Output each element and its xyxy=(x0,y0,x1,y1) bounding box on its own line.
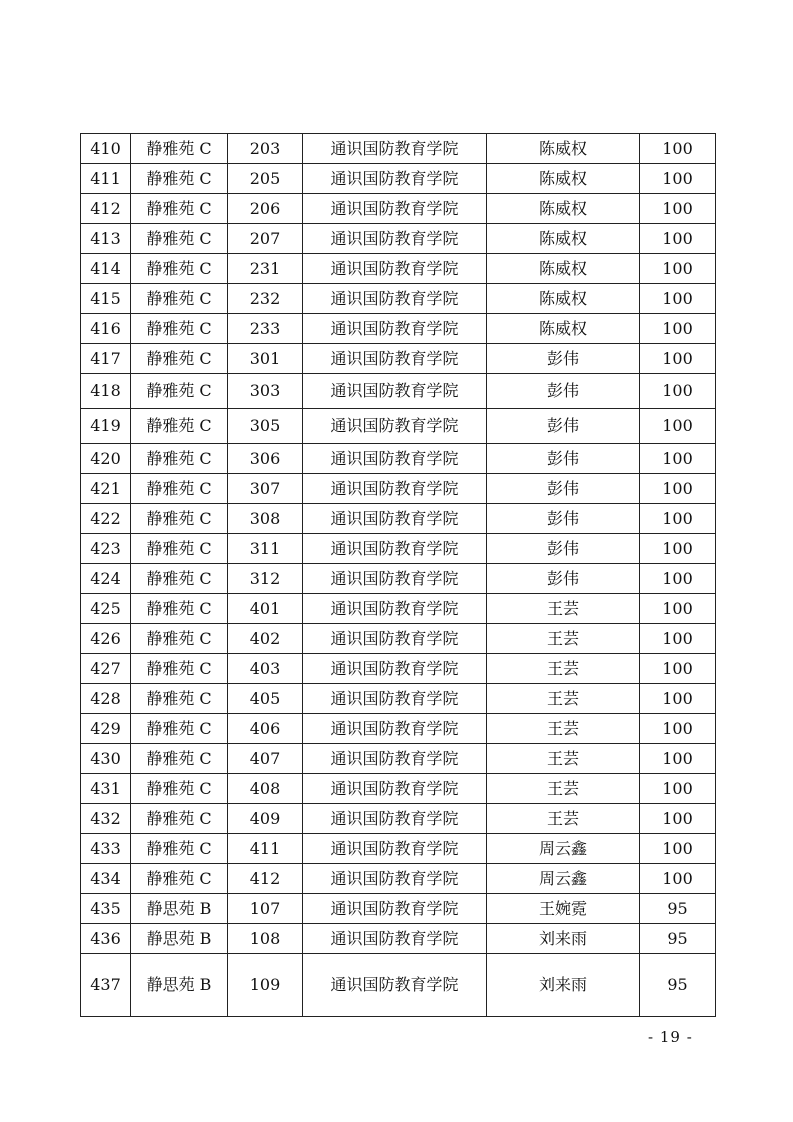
person-cell: 陈威权 xyxy=(487,224,640,254)
building-cell: 静雅苑 C xyxy=(131,409,228,444)
room-cell: 405 xyxy=(228,684,303,714)
table-row xyxy=(81,194,716,224)
table-row xyxy=(81,804,716,834)
college-cell: 通识国防教育学院 xyxy=(303,444,487,474)
room-cell: 206 xyxy=(228,194,303,224)
building-cell: 静雅苑 C xyxy=(131,774,228,804)
score-cell: 100 xyxy=(640,834,716,864)
person-cell: 彭伟 xyxy=(487,409,640,444)
person-cell: 王芸 xyxy=(487,804,640,834)
college-cell: 通识国防教育学院 xyxy=(303,164,487,194)
person-cell: 周云鑫 xyxy=(487,864,640,894)
building-cell: 静雅苑 C xyxy=(131,624,228,654)
person-cell: 陈威权 xyxy=(487,164,640,194)
table-row xyxy=(81,344,716,374)
score-cell: 100 xyxy=(640,134,716,164)
college-cell: 通识国防教育学院 xyxy=(303,224,487,254)
building-cell: 静思苑 B xyxy=(131,954,228,1017)
room-cell: 207 xyxy=(228,224,303,254)
row-number-cell: 428 xyxy=(81,684,131,714)
score-cell: 100 xyxy=(640,164,716,194)
building-cell: 静雅苑 C xyxy=(131,254,228,284)
person-cell: 彭伟 xyxy=(487,504,640,534)
room-cell: 303 xyxy=(228,374,303,409)
person-cell: 陈威权 xyxy=(487,194,640,224)
building-cell: 静雅苑 C xyxy=(131,594,228,624)
row-number-cell: 432 xyxy=(81,804,131,834)
person-cell: 刘来雨 xyxy=(487,924,640,954)
score-cell: 100 xyxy=(640,804,716,834)
college-cell: 通识国防教育学院 xyxy=(303,374,487,409)
table-row xyxy=(81,254,716,284)
person-cell: 王婉霓 xyxy=(487,894,640,924)
row-number-cell: 415 xyxy=(81,284,131,314)
building-cell: 静雅苑 C xyxy=(131,374,228,409)
page-number: - 19 - xyxy=(648,1028,693,1046)
score-cell: 100 xyxy=(640,534,716,564)
score-cell: 100 xyxy=(640,409,716,444)
college-cell: 通识国防教育学院 xyxy=(303,194,487,224)
table-row xyxy=(81,374,716,409)
person-cell: 王芸 xyxy=(487,624,640,654)
building-cell: 静雅苑 C xyxy=(131,474,228,504)
room-cell: 203 xyxy=(228,134,303,164)
college-cell: 通识国防教育学院 xyxy=(303,254,487,284)
person-cell: 彭伟 xyxy=(487,444,640,474)
score-cell: 100 xyxy=(640,344,716,374)
row-number-cell: 425 xyxy=(81,594,131,624)
row-number-cell: 413 xyxy=(81,224,131,254)
room-cell: 306 xyxy=(228,444,303,474)
college-cell: 通识国防教育学院 xyxy=(303,654,487,684)
table-row xyxy=(81,624,716,654)
document-table-container xyxy=(80,133,715,1017)
table-body xyxy=(81,134,716,1017)
score-cell: 100 xyxy=(640,594,716,624)
score-cell: 100 xyxy=(640,474,716,504)
college-cell: 通识国防教育学院 xyxy=(303,954,487,1017)
person-cell: 王芸 xyxy=(487,594,640,624)
dormitory-score-table xyxy=(80,133,716,1017)
room-cell: 231 xyxy=(228,254,303,284)
college-cell: 通识国防教育学院 xyxy=(303,134,487,164)
table-row xyxy=(81,134,716,164)
person-cell: 王芸 xyxy=(487,774,640,804)
college-cell: 通识国防教育学院 xyxy=(303,344,487,374)
row-number-cell: 436 xyxy=(81,924,131,954)
room-cell: 402 xyxy=(228,624,303,654)
row-number-cell: 426 xyxy=(81,624,131,654)
table-row xyxy=(81,744,716,774)
room-cell: 407 xyxy=(228,744,303,774)
building-cell: 静雅苑 C xyxy=(131,534,228,564)
row-number-cell: 437 xyxy=(81,954,131,1017)
college-cell: 通识国防教育学院 xyxy=(303,474,487,504)
room-cell: 233 xyxy=(228,314,303,344)
room-cell: 107 xyxy=(228,894,303,924)
score-cell: 95 xyxy=(640,924,716,954)
row-number-cell: 421 xyxy=(81,474,131,504)
room-cell: 403 xyxy=(228,654,303,684)
person-cell: 彭伟 xyxy=(487,344,640,374)
person-cell: 陈威权 xyxy=(487,254,640,284)
score-cell: 100 xyxy=(640,504,716,534)
room-cell: 301 xyxy=(228,344,303,374)
building-cell: 静思苑 B xyxy=(131,924,228,954)
score-cell: 100 xyxy=(640,284,716,314)
table-row xyxy=(81,224,716,254)
table-row xyxy=(81,314,716,344)
building-cell: 静雅苑 C xyxy=(131,684,228,714)
score-cell: 100 xyxy=(640,314,716,344)
row-number-cell: 433 xyxy=(81,834,131,864)
college-cell: 通识国防教育学院 xyxy=(303,284,487,314)
score-cell: 100 xyxy=(640,194,716,224)
score-cell: 100 xyxy=(640,714,716,744)
table-row xyxy=(81,714,716,744)
college-cell: 通识国防教育学院 xyxy=(303,624,487,654)
table-row xyxy=(81,444,716,474)
table-row xyxy=(81,684,716,714)
college-cell: 通识国防教育学院 xyxy=(303,564,487,594)
person-cell: 王芸 xyxy=(487,654,640,684)
room-cell: 312 xyxy=(228,564,303,594)
building-cell: 静思苑 B xyxy=(131,894,228,924)
college-cell: 通识国防教育学院 xyxy=(303,744,487,774)
college-cell: 通识国防教育学院 xyxy=(303,684,487,714)
building-cell: 静雅苑 C xyxy=(131,444,228,474)
person-cell: 王芸 xyxy=(487,744,640,774)
score-cell: 100 xyxy=(640,744,716,774)
building-cell: 静雅苑 C xyxy=(131,194,228,224)
score-cell: 95 xyxy=(640,894,716,924)
person-cell: 陈威权 xyxy=(487,284,640,314)
building-cell: 静雅苑 C xyxy=(131,344,228,374)
building-cell: 静雅苑 C xyxy=(131,804,228,834)
room-cell: 205 xyxy=(228,164,303,194)
room-cell: 411 xyxy=(228,834,303,864)
score-cell: 100 xyxy=(640,374,716,409)
row-number-cell: 411 xyxy=(81,164,131,194)
building-cell: 静雅苑 C xyxy=(131,164,228,194)
building-cell: 静雅苑 C xyxy=(131,564,228,594)
person-cell: 周云鑫 xyxy=(487,834,640,864)
room-cell: 412 xyxy=(228,864,303,894)
table-row xyxy=(81,774,716,804)
row-number-cell: 416 xyxy=(81,314,131,344)
person-cell: 彭伟 xyxy=(487,474,640,504)
table-row xyxy=(81,504,716,534)
room-cell: 305 xyxy=(228,409,303,444)
college-cell: 通识国防教育学院 xyxy=(303,409,487,444)
score-cell: 100 xyxy=(640,224,716,254)
building-cell: 静雅苑 C xyxy=(131,134,228,164)
table-row xyxy=(81,534,716,564)
college-cell: 通识国防教育学院 xyxy=(303,834,487,864)
college-cell: 通识国防教育学院 xyxy=(303,774,487,804)
college-cell: 通识国防教育学院 xyxy=(303,864,487,894)
table-row xyxy=(81,864,716,894)
table-row xyxy=(81,654,716,684)
building-cell: 静雅苑 C xyxy=(131,224,228,254)
building-cell: 静雅苑 C xyxy=(131,654,228,684)
table-row xyxy=(81,409,716,444)
row-number-cell: 434 xyxy=(81,864,131,894)
score-cell: 100 xyxy=(640,654,716,684)
room-cell: 307 xyxy=(228,474,303,504)
row-number-cell: 424 xyxy=(81,564,131,594)
college-cell: 通识国防教育学院 xyxy=(303,314,487,344)
person-cell: 彭伟 xyxy=(487,374,640,409)
row-number-cell: 419 xyxy=(81,409,131,444)
table-row xyxy=(81,894,716,924)
row-number-cell: 410 xyxy=(81,134,131,164)
table-row xyxy=(81,164,716,194)
room-cell: 108 xyxy=(228,924,303,954)
room-cell: 308 xyxy=(228,504,303,534)
table-row xyxy=(81,834,716,864)
row-number-cell: 422 xyxy=(81,504,131,534)
table-row xyxy=(81,594,716,624)
score-cell: 100 xyxy=(640,774,716,804)
room-cell: 408 xyxy=(228,774,303,804)
room-cell: 311 xyxy=(228,534,303,564)
college-cell: 通识国防教育学院 xyxy=(303,534,487,564)
row-number-cell: 430 xyxy=(81,744,131,774)
score-cell: 100 xyxy=(640,444,716,474)
row-number-cell: 417 xyxy=(81,344,131,374)
room-cell: 232 xyxy=(228,284,303,314)
score-cell: 100 xyxy=(640,624,716,654)
college-cell: 通识国防教育学院 xyxy=(303,924,487,954)
building-cell: 静雅苑 C xyxy=(131,284,228,314)
table-row xyxy=(81,284,716,314)
score-cell: 95 xyxy=(640,954,716,1017)
person-cell: 陈威权 xyxy=(487,314,640,344)
score-cell: 100 xyxy=(640,684,716,714)
row-number-cell: 414 xyxy=(81,254,131,284)
score-cell: 100 xyxy=(640,254,716,284)
room-cell: 401 xyxy=(228,594,303,624)
building-cell: 静雅苑 C xyxy=(131,864,228,894)
room-cell: 109 xyxy=(228,954,303,1017)
college-cell: 通识国防教育学院 xyxy=(303,594,487,624)
score-cell: 100 xyxy=(640,864,716,894)
building-cell: 静雅苑 C xyxy=(131,314,228,344)
building-cell: 静雅苑 C xyxy=(131,834,228,864)
person-cell: 彭伟 xyxy=(487,534,640,564)
row-number-cell: 427 xyxy=(81,654,131,684)
row-number-cell: 423 xyxy=(81,534,131,564)
row-number-cell: 418 xyxy=(81,374,131,409)
table-row xyxy=(81,474,716,504)
person-cell: 陈威权 xyxy=(487,134,640,164)
college-cell: 通识国防教育学院 xyxy=(303,804,487,834)
row-number-cell: 412 xyxy=(81,194,131,224)
person-cell: 王芸 xyxy=(487,684,640,714)
row-number-cell: 431 xyxy=(81,774,131,804)
row-number-cell: 435 xyxy=(81,894,131,924)
score-cell: 100 xyxy=(640,564,716,594)
row-number-cell: 420 xyxy=(81,444,131,474)
person-cell: 王芸 xyxy=(487,714,640,744)
table-row xyxy=(81,924,716,954)
room-cell: 409 xyxy=(228,804,303,834)
building-cell: 静雅苑 C xyxy=(131,744,228,774)
person-cell: 刘来雨 xyxy=(487,954,640,1017)
table-row xyxy=(81,954,716,1017)
college-cell: 通识国防教育学院 xyxy=(303,714,487,744)
room-cell: 406 xyxy=(228,714,303,744)
building-cell: 静雅苑 C xyxy=(131,504,228,534)
row-number-cell: 429 xyxy=(81,714,131,744)
college-cell: 通识国防教育学院 xyxy=(303,894,487,924)
table-row xyxy=(81,564,716,594)
college-cell: 通识国防教育学院 xyxy=(303,504,487,534)
person-cell: 彭伟 xyxy=(487,564,640,594)
building-cell: 静雅苑 C xyxy=(131,714,228,744)
